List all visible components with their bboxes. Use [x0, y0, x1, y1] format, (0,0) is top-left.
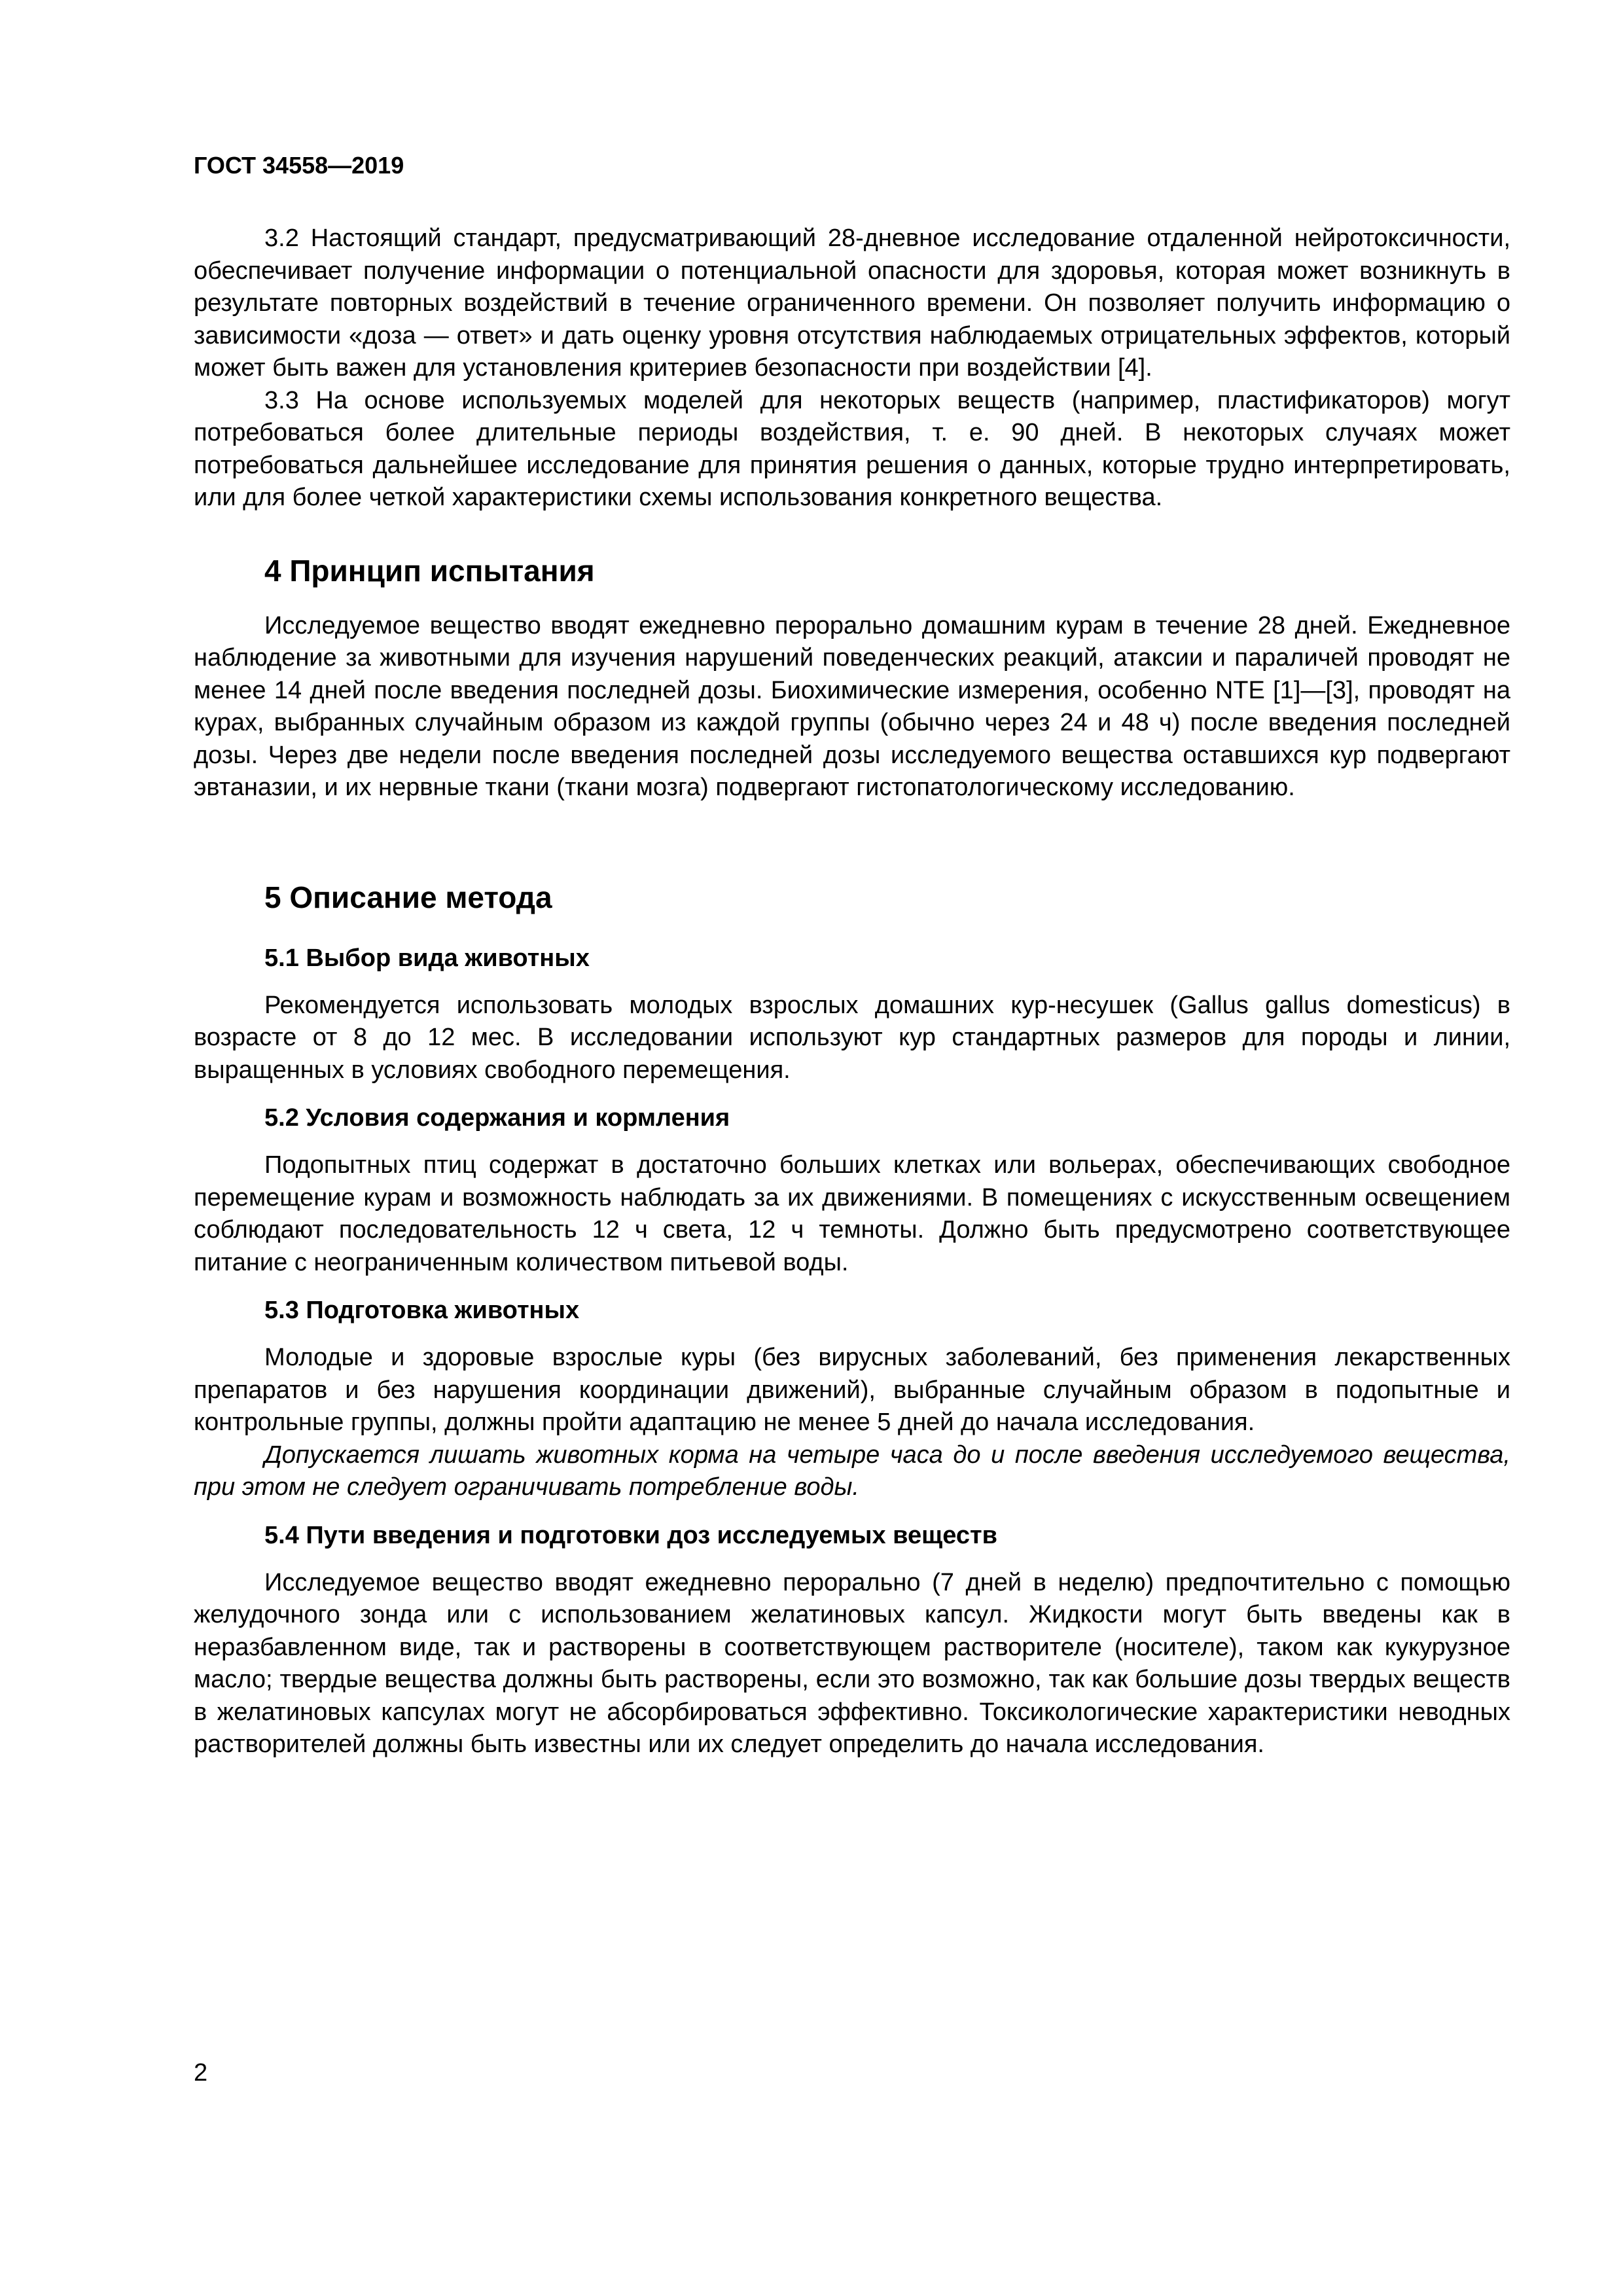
subsection-5-2-heading: 5.2 Условия содержания и кормления	[264, 1104, 730, 1132]
subsection-5-3-note: Допускается лишать животных корма на четыре часа до и после введения исследуемого вещества, при этом не следует ограничивать потребление воды.	[194, 1441, 1510, 1501]
subsection-5-3-heading: 5.3 Подготовка животных	[264, 1297, 580, 1324]
subsection-5-4-text: Исследуемое вещество вводят ежедневно перорально (7 дней в неделю) предпочтительно с помощью желудочного зонда или с использованием желатиновых капсул. Жидкости могут быть введены как в неразбавленном виде, так и растворены в соответствующем растворителе (носителе), таком как кукурузное масло; твердые вещества должны быть растворены, если это возможно, так как большие дозы твердых веществ в желатиновых капсулах могут не абсорбироваться эффективно. Токсикологические характеристики неводных растворителей должны быть известны или их следует определить до начала исследования.	[194, 1568, 1510, 1758]
subsection-5-1-text: Рекомендуется использовать молодых взрослых домашних кур-несушек (Gallus gallus domesticus) в возрасте от 8 до 12 мес. В исследовании используют кур стандартных размеров для породы и линии, выращенных в условиях свободного перемещения.	[194, 991, 1510, 1084]
section-4-heading: 4 Принцип испытания	[264, 553, 595, 588]
subsection-5-3-text: Молодые и здоровые взрослые куры (без вирусных заболеваний, без применения лекарственных препаратов и без нарушения координации движений), выбранные случайным образом в подопытные и контрольные группы, должны пройти адаптацию не менее 5 дней до начала исследования.	[194, 1344, 1510, 1436]
paragraph-3-3: 3.3 На основе используемых моделей для некоторых веществ (например, пластификаторов) могут потребоваться более длительные периоды воздействия, т. е. 90 дней. В некоторых случаях может потребоваться дальнейшее исследование для принятия решения о данных, которые трудно интерпретировать, или для более четкой характеристики схемы использования конкретного вещества.	[194, 386, 1510, 511]
paragraph-3-2: 3.2 Настоящий стандарт, предусматривающий 28-дневное исследование отдаленной нейротоксичности, обеспечивает получение информации о потенциальной опасности для здоровья, которая может возникнуть в результате повторных воздействий в течение ограниченного времени. Он позволяет получить информацию о зависимости «доза — ответ» и дать оценку уровня отсутствия наблюдаемых отрицательных эффектов, который может быть важен для установления критериев безопасности при воздействии [4].	[194, 224, 1510, 382]
subsection-5-1-heading: 5.1 Выбор вида животных	[264, 944, 590, 972]
document-page	[194, 0, 1510, 2296]
subsection-5-2-text: Подопытных птиц содержат в достаточно больших клетках или вольерах, обеспечивающих свободное перемещение курам и возможность наблюдать за их движениями. В помещениях с искусственным освещением соблюдают последовательность 12 ч света, 12 ч темноты. Должно быть предусмотрено соответствующее питание с неограниченным количеством питьевой воды.	[194, 1151, 1510, 1276]
page-number: 2	[194, 2059, 208, 2087]
section-5-heading: 5 Описание метода	[264, 880, 552, 914]
subsection-5-4-heading: 5.4 Пути введения и подготовки доз исследуемых веществ	[264, 1521, 997, 1549]
document-body	[194, 223, 1510, 1761]
section-4-text: Исследуемое вещество вводят ежедневно перорально домашним курам в течение 28 дней. Ежедневное наблюдение за животными для изучения нарушений поведенческих реакций, атаксии и параличей проводят не менее 14 дней после введения последней дозы. Биохимические измерения, особенно NTE [1]—[3], проводят на курах, выбранных случайным образом из каждой группы (обычно через 24 и 48 ч) после введения последней дозы. Через две недели после введения последней дозы исследуемого вещества оставшихся кур подвергают эвтаназии, и их нервные ткани (ткани мозга) подвергают гистопатологическому исследованию.	[194, 611, 1510, 801]
document-header: ГОСТ 34558—2019	[194, 152, 404, 179]
